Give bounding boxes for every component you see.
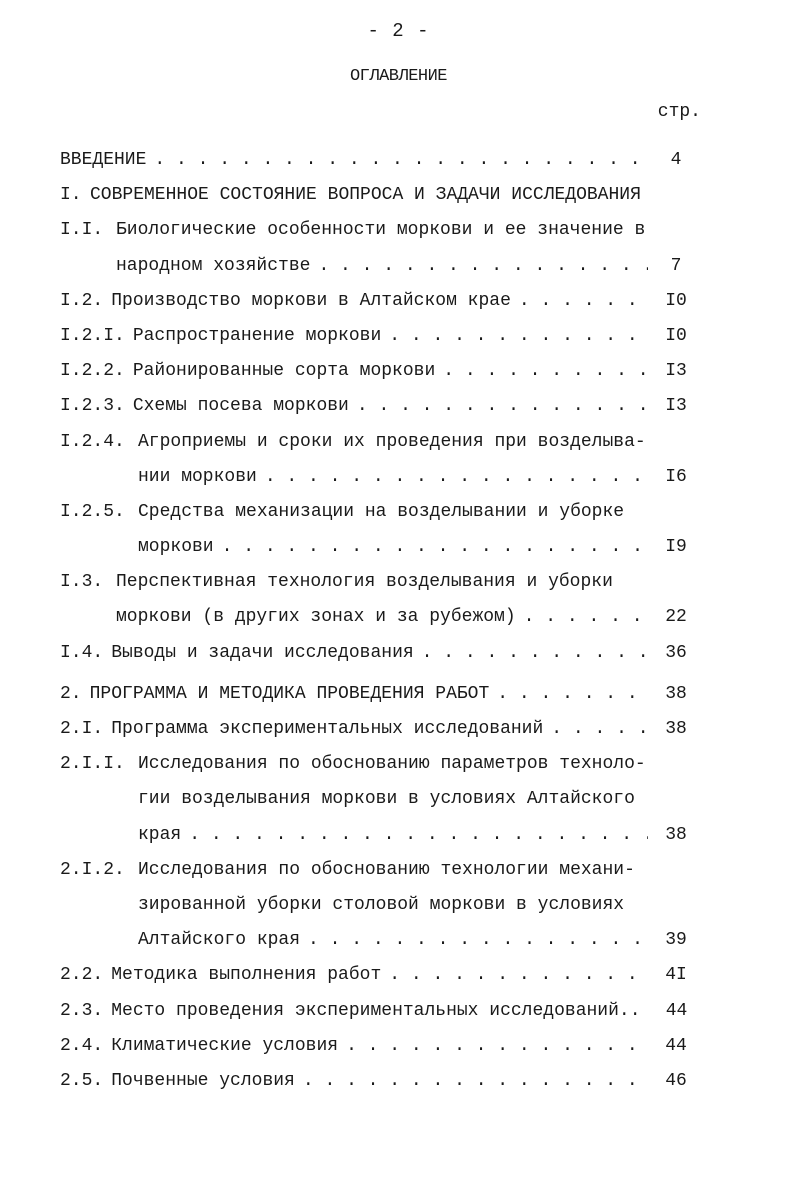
toc-entry [60,994,700,1029]
dot-leader [303,1064,648,1099]
toc-line [60,923,700,958]
toc-entry-text: народном хозяйстве [116,255,311,276]
toc-entry-number: I.4. [60,642,104,663]
toc-entry-text: Средства механизации на возделывании и уборке [138,501,625,522]
dot-leader [443,354,648,389]
toc-entry-number: 2.I.2. [60,859,125,880]
toc-entry [60,565,700,635]
toc-entry-number: I.2.2. [60,361,125,382]
toc-line [60,636,700,671]
toc-entry [60,747,700,853]
page-number: - 2 - [367,20,430,42]
toc-entry [60,495,700,565]
toc-entry-text: Почвенные условия [111,1070,295,1091]
toc-line [60,249,700,284]
toc-line [60,495,700,530]
dot-leader [265,460,648,495]
toc-page-number: I6 [665,466,687,487]
toc-title: ОГЛАВЛЕНИЕ [349,67,448,86]
toc-page-number: 4 [670,150,682,170]
toc-entry-text: ПРОГРАММА И МЕТОДИКА ПРОВЕДЕНИЯ РАБОТ [89,683,490,704]
toc-line [60,677,700,712]
toc-line [60,284,700,319]
toc-page-number: 39 [665,930,687,951]
toc-entry [60,284,700,319]
dot-leader [154,143,648,178]
toc-line [60,565,700,600]
toc-entry [60,143,700,178]
toc-line [60,1064,700,1099]
toc-page-number: 22 [665,607,687,628]
toc-entry [60,853,700,959]
table-of-contents [60,143,700,1099]
dot-leader [389,958,648,993]
toc-entry [60,677,700,712]
toc-line [60,354,700,389]
toc-page-number: I9 [665,537,687,558]
toc-entry [60,389,700,424]
toc-entry-text: ВВЕДЕНИЕ [60,150,147,170]
toc-entry-text: Распространение моркови [132,325,382,346]
toc-entry-text: гии возделывания моркови в условиях Алтайского [138,789,635,810]
dot-leader [222,530,648,565]
toc-entry [60,178,700,213]
toc-entry-text: моркови [138,537,214,558]
toc-entry-number: I. [60,185,82,206]
toc-entry [60,425,700,495]
toc-page-number: 44 [665,1000,688,1021]
toc-entry-number: 2.I. [60,719,104,739]
toc-page-number: I3 [665,396,687,417]
toc-line [60,958,700,993]
toc-entry-text: зированной уборки столовой моркови в условиях [138,894,625,915]
toc-line [60,530,700,565]
toc-page-number: 38 [665,719,687,739]
toc-entry [60,636,700,671]
toc-line [60,782,700,817]
toc-entry-number: 2. [60,683,82,704]
toc-page-number: I0 [665,290,687,311]
toc-page-number: 4I [665,965,687,986]
dot-leader [524,600,648,635]
dot-leader [189,818,648,853]
toc-entry-text: Схемы посева моркови [132,396,349,417]
toc-line [60,747,700,782]
toc-entry-number: 2.4. [60,1035,104,1056]
toc-page-number: I3 [665,361,687,382]
toc-entry-number: I.3. [60,572,104,593]
toc-page-number: I0 [665,325,687,346]
toc-page-number: 44 [665,1035,687,1056]
toc-entry-text: Методика выполнения работ [111,965,382,986]
toc-entry-number: I.I. [60,220,104,241]
toc-entry-text: Алтайского края [138,930,301,951]
toc-entry-text: Климатические условия [111,1035,339,1056]
toc-entry [60,213,700,283]
toc-entry-text: Программа экспериментальных исследований [111,719,544,739]
toc-entry-text: моркови (в других зонах и за рубежом) [116,607,516,628]
toc-entry [60,354,700,389]
toc-entry [60,958,700,993]
toc-line [60,319,700,354]
toc-page-number: 36 [665,642,687,663]
toc-entry-number: I.2. [60,290,104,311]
toc-entry-number: I.2.4. [60,431,125,452]
toc-line [60,178,700,213]
toc-line [60,818,700,853]
toc-entry-text: Выводы и задачи исследования [111,642,414,663]
toc-line [60,460,700,495]
dot-leader [497,677,648,712]
toc-line [60,853,700,888]
toc-entry-text: Агроприемы и сроки их проведения при возделыва- [138,431,646,452]
toc-entry-text: СОВРЕМЕННОЕ СОСТОЯНИЕ ВОПРОСА И ЗАДАЧИ ИССЛЕДОВАНИЯ [90,185,641,206]
toc-entry [60,712,700,747]
toc-line [60,888,700,923]
toc-line [60,213,700,248]
page-column-label: стр. [657,102,701,122]
toc-line [60,425,700,460]
toc-line [60,994,700,1029]
dot-leader [551,712,648,747]
dot-leader [308,923,648,958]
dot-leader [519,284,648,319]
toc-line [60,712,700,747]
toc-entry-text: края [138,824,182,845]
toc-entry-number: 2.I.I. [60,754,125,775]
toc-entry-text: Исследования по обоснованию параметров техноло- [138,754,646,775]
toc-page-number: 38 [665,683,687,704]
toc-entry-number: I.2.I. [60,325,125,346]
toc-entry-number: I.2.3. [60,396,125,417]
toc-entry-text: Место проведения экспериментальных исследований.. [111,1000,641,1021]
toc-page-number: 7 [670,255,682,276]
toc-entry [60,1064,700,1099]
toc-entry-text: Перспективная технология возделывания и уборки [116,572,613,593]
toc-entry-number: I.2.5. [60,501,125,522]
dot-leader [346,1029,648,1064]
toc-entry-text: Производство моркови в Алтайском крае [111,290,511,311]
toc-entry-text: Районированные сорта моркови [132,361,436,382]
toc-entry-number: 2.5. [60,1070,104,1091]
toc-page-number: 38 [665,824,687,845]
dot-leader [318,249,648,284]
toc-line [60,389,700,424]
toc-entry-text: Исследования по обоснованию технологии механи- [138,859,635,880]
toc-entry-number: 2.3. [60,1000,104,1021]
toc-line [60,1029,700,1064]
dot-leader [422,636,648,671]
toc-entry [60,319,700,354]
toc-entry-text: нии моркови [138,466,257,487]
toc-line [60,600,700,635]
toc-page-number: 46 [665,1070,687,1091]
dot-leader [357,389,648,424]
toc-entry-number: 2.2. [60,965,104,986]
toc-entry [60,1029,700,1064]
toc-line [60,143,700,178]
toc-entry-text: Биологические особенности моркови и ее значение в [116,220,646,241]
dot-leader [389,319,648,354]
